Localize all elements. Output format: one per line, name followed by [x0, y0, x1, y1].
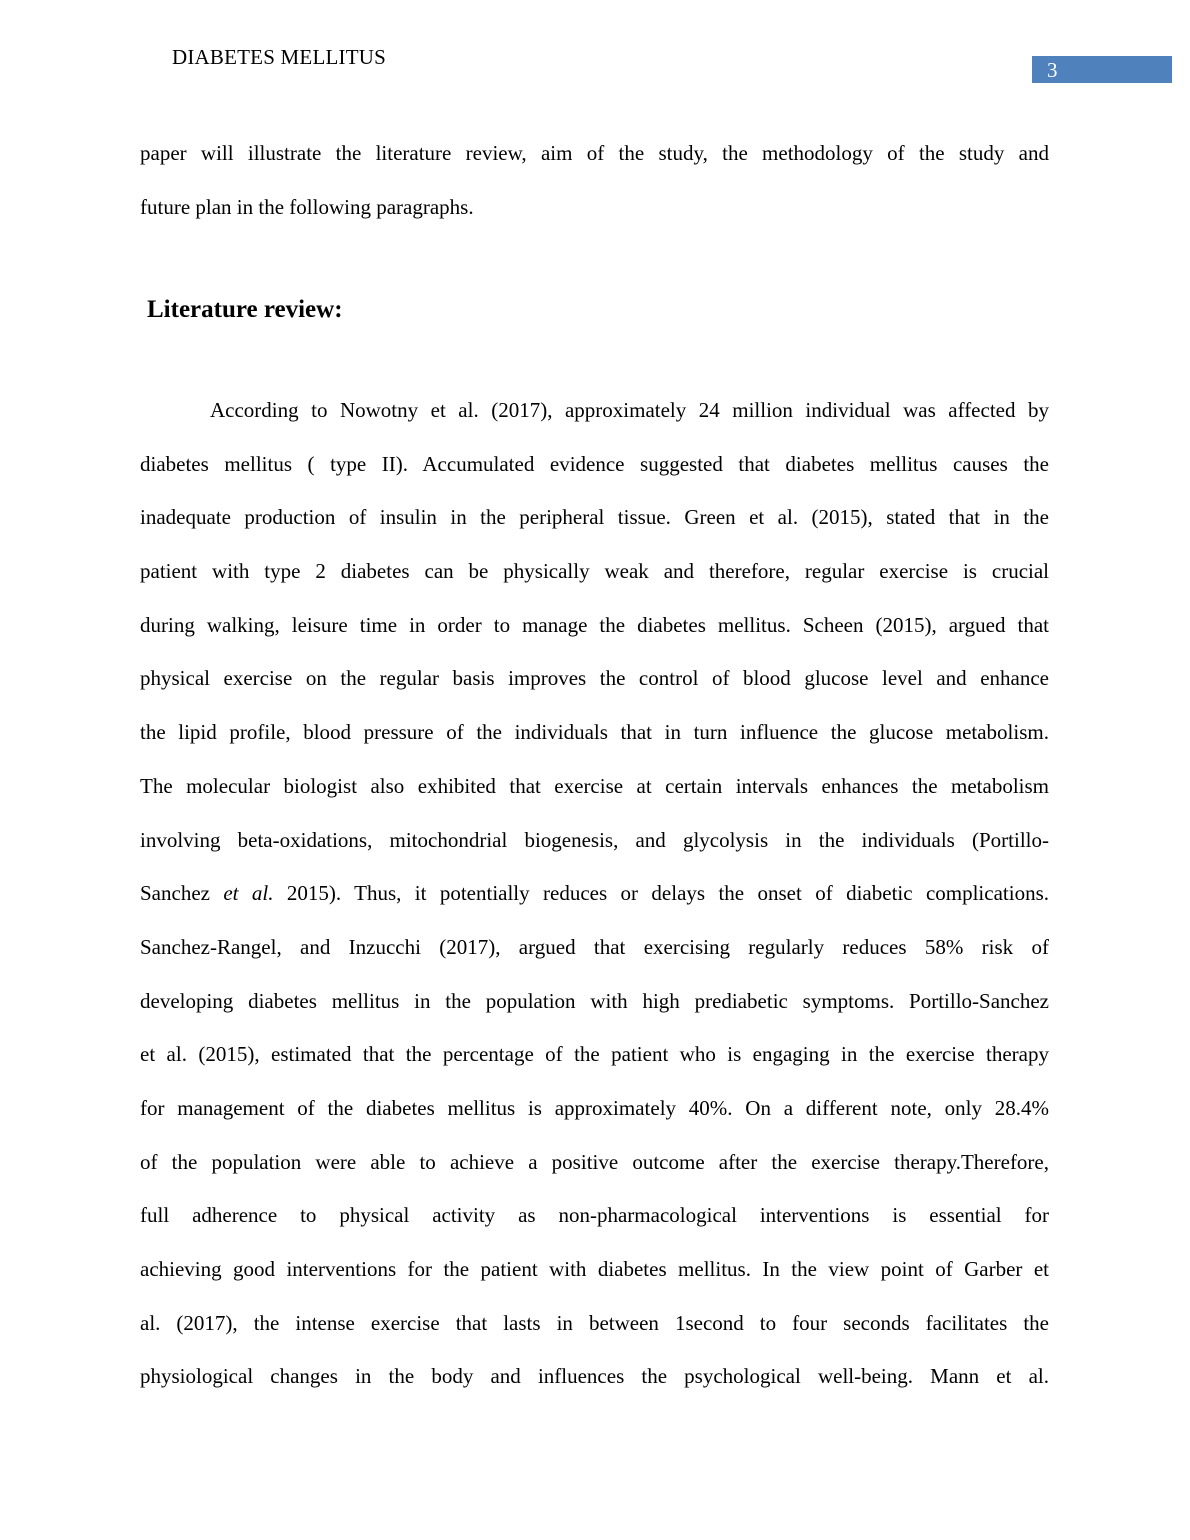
text-line: Sanchez-Rangel, and Inzucchi (2017), argued that exercising regularly reduces 58% risk of — [140, 934, 1049, 959]
running-header-title: DIABETES MELLITUS — [172, 45, 386, 69]
text-line: diabetes mellitus ( type II). Accumulated evidence suggested that diabetes mellitus causes the — [140, 451, 1049, 476]
text-line: et al. (2015), estimated that the percentage of the patient who is engaging in the exercise therapy — [140, 1042, 1049, 1067]
page-number-box — [1032, 56, 1172, 83]
text-line: paper will illustrate the literature review, aim of the study, the methodology of the study and — [140, 141, 1049, 165]
text-line: patient with type 2 diabetes can be physically weak and therefore, regular exercise is crucial — [140, 559, 1049, 584]
text-line: physiological changes in the body and influences the psychological well-being. Mann et al. — [140, 1364, 1049, 1389]
text-line — [140, 867, 1049, 921]
text-line: al. (2017), the intense exercise that lasts in between 1second to four seconds facilitates the — [140, 1310, 1049, 1335]
text-line: the lipid profile, blood pressure of the individuals that in turn influence the glucose metabolism. — [140, 720, 1049, 745]
text-fragment: 2015). Thus, it potentially reduces or delays the onset of diabetic complications. — [286, 881, 1049, 906]
page-number: 3 — [1047, 58, 1058, 82]
section-heading: Literature review: — [147, 296, 343, 323]
text-line: of the population were able to achieve a positive outcome after the exercise therapy.Therefore, — [140, 1149, 1049, 1174]
text-line: According to Nowotny et al. (2017), approximately 24 million individual was affected by — [210, 398, 1049, 422]
literature-review-paragraph — [140, 384, 1049, 1404]
text-line: future plan in the following paragraphs. — [140, 194, 474, 219]
italic-citation: et al. — [223, 881, 274, 906]
text-line: developing diabetes mellitus in the population with high prediabetic symptoms. Portillo-Sanchez — [140, 988, 1049, 1013]
text-line: for management of the diabetes mellitus is approximately 40%. On a different note, only 28.4% — [140, 1095, 1049, 1120]
text-line: physical exercise on the regular basis improves the control of blood glucose level and enhance — [140, 666, 1049, 691]
text-line: inadequate production of insulin in the peripheral tissue. Green et al. (2015), stated that in the — [140, 505, 1049, 530]
text-fragment: Sanchez — [140, 881, 210, 906]
text-line: The molecular biologist also exhibited that exercise at certain intervals enhances the metabolism — [140, 773, 1049, 798]
intro-text — [140, 127, 1049, 234]
text-line: involving beta-oxidations, mitochondrial biogenesis, and glycolysis in the individuals (Portillo- — [140, 827, 1049, 852]
text-line: achieving good interventions for the patient with diabetes mellitus. In the view point of Garber et — [140, 1257, 1049, 1281]
text-line: full adherence to physical activity as non-pharmacological interventions is essential for — [140, 1203, 1049, 1228]
text-line: during walking, leisure time in order to manage the diabetes mellitus. Scheen (2015), argued that — [140, 612, 1049, 637]
